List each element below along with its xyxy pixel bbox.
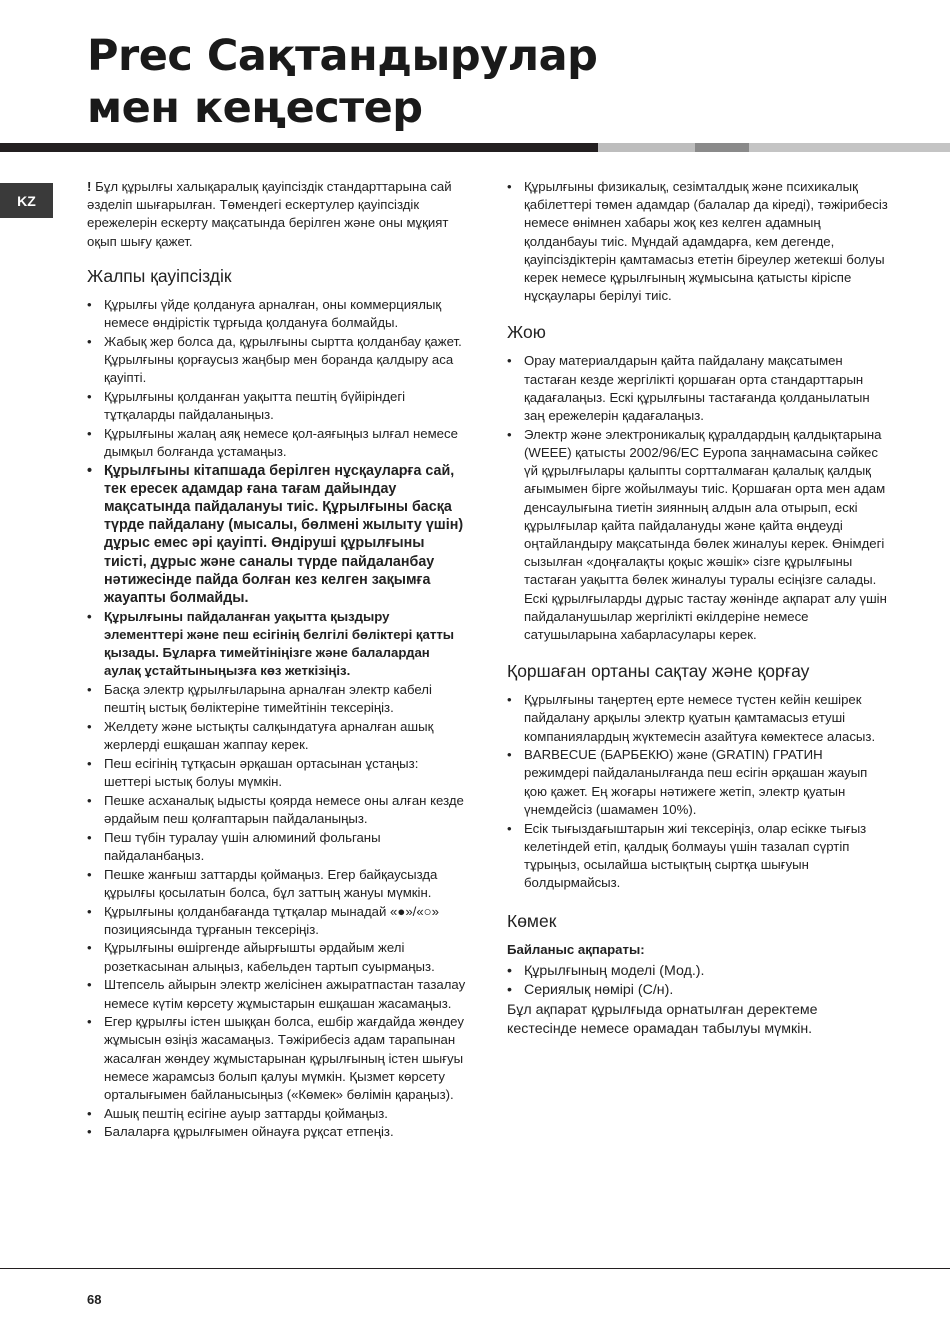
list-item: • Пеш түбін туралау үшін алюминий фольганы пайдаланбаңыз. <box>87 829 467 865</box>
list-item: • Егер құрылғы істен шыққан болса, ешбір жағдайда жөндеу жұмысын өзіңіз жасамаңыз. Тәжірибесіз адам тарапынан жасалған жөндеу жұмыстарынан құрылғының істен шығуы немесе жарамсыз болып қалуы мүмкін. Қызмет көрсету орталығымен байланысыңыз («Көмек» бөлімін қараңыз). <box>87 1013 467 1104</box>
list-item: • Құрылғыны таңертең ерте немесе түстен кейін кешірек пайдалану арқылы электр қуатын қамтамасыз етуші компаниялардың жүктемесін азайтуға көмектесе аласыз. <box>507 691 890 746</box>
list-item: • Пешке жанғыш заттарды қоймаңыз. Егер байқаусызда құрылғы қосылатын болса, бұл заттың жануы мүмкін. <box>87 866 467 902</box>
list-item: • Құрылғыны өшіргенде айырғышты әрдайым желі розеткасынан алыңыз, кабельден тартып суырмаңыз. <box>87 939 467 975</box>
list-item: • Электр және электроникалық құралдардың қалдықтарына (WEEE) қатысты 2002/96/EC Еуропа заңнамасына сәйкес үй құрылғылары қалыпты сортталмаған қалалық қалдық ағымымен бірге жойылмауы тиіс. Қоршаған орта мен адам денсаулығына тиетін зиянның алдын ала отырып, ескі құрылғылар қайта пайдалануды және қайта өңдеуді оңтайландыру мақсатында бөлек жиналуы керек. Өнімдегі сызылған «доңғалақты қоқыс жәшік» сізге құрылғыны тастаған уақытта бөлек жиналуы туралы есіңізге салады. Ескі құрылғыларды дұрыс тастау жөнінде ақпарат алу үшін пайдаланушылар жергілікті өкілдеріне немесе сатушыларына хабарласулары керек. <box>507 426 890 644</box>
general-safety-list <box>87 296 467 1142</box>
list-item: • BARBECUE (БАРБЕКЮ) және (GRATIN) ГРАТИН режимдері пайдаланылғанда пеш есігін әрқашан жауып қою қажет. Ең жоғары нәтижеге жетіп, электр қуатын үнемдейсіз (шамамен 10%). <box>507 746 890 819</box>
list-item: • Құрылғыны жалаң аяқ немесе қол-аяғыңыз ылғал немесе дымқыл болғанда ұстамаңыз. <box>87 425 467 461</box>
list-item: • Сериялық нөмірі (С/н). <box>507 981 890 1000</box>
page-title-line-1: Prec Сақтандырулар <box>87 31 598 81</box>
list-item: • Құрылғыны физикалық, сезімталдық және психикалық қабілеттері төмен адамдар (балалар да кіреді), тәжірибесіз немесе өнімнен хабары жоқ кез келген адамның қолданбауы тиіс. Мұндай адамдарға, кем дегенде, қауіпсіздіктерін қамтамасыз ететін біреулер жетекші болуы керек немесе құрылғының жұмысына қатысты кіріспе нұсқаулары берілуі тиіс. <box>507 178 890 305</box>
list-item: • Балаларға құрылғымен ойнауға рұқсат етпеңіз. <box>87 1123 467 1141</box>
page-title-line-2: мен кеңестер <box>87 83 423 133</box>
header-rule-dark <box>0 143 598 152</box>
left-column <box>87 178 467 1142</box>
contact-info-note: Бұл ақпарат құрылғыда орнатылған деректеме кестесінде немесе орамадан табылуы мүмкін. <box>507 1001 818 1037</box>
header-rule-gray <box>598 143 695 152</box>
list-item: • Құрылғының моделі (Мод.). <box>507 962 890 981</box>
contact-info-label: Байланыс ақпараты: <box>507 942 645 958</box>
list-item: • Құрылғыны пайдаланған уақытта қыздыру элементтері және пеш есігінің белгілі бөліктері қатты қызады. Бұларға тимейтініңізге және балалардан аулақ ұстайтыныңызға көз жеткізіңіз. <box>87 608 467 681</box>
page-number: 68 <box>87 1292 102 1307</box>
list-item: • Орау материалдарын қайта пайдалану мақсатымен тастаған кезде жергілікті қоршаған орта стандарттарын қадағалаңыз. Ескі құрылғыны тастағанда қолданылатын заң ережелерін қадағалаңыз. <box>507 352 890 425</box>
list-item: • Құрылғыны қолданған уақытта пештің бүйіріндегі тұтқаларды пайдаланыңыз. <box>87 388 467 424</box>
intro-text: Бұл құрылғы халықаралық қауіпсіздік стандарттарына сай әзделіп шығарылған. Төмендегі ескертулер қауіпсіздік ережелерін ескерту мақсатында берілген және оны мұқият оқып шығу қажет. <box>87 179 452 249</box>
list-item: • Ашық пештің есігіне ауыр заттарды қоймаңыз. <box>87 1105 467 1123</box>
warning-mark: ! <box>87 179 92 194</box>
contact-info-list <box>507 962 890 1001</box>
list-item: • Есік тығыздағыштарын жиі тексеріңіз, олар есікке тығыз келетіндей етіп, қалдық болмауы үшін тазалап сүртіп тұрыңыз, осылайша ыстықтың сыртқа шығуын болдырмайсыз. <box>507 820 890 893</box>
list-item: • Құрылғыны қолданбағанда тұтқалар мынадай «●»/«○» позициясында тұрғанын тексеріңіз. <box>87 903 467 939</box>
vulnerable-users-list <box>507 178 890 305</box>
environment-list <box>507 691 890 892</box>
section-heading-disposal: Жою <box>507 322 546 343</box>
footer-rule <box>0 1268 950 1269</box>
list-item: • Штепсель айырын электр желісінен ажыратпастан тазалау немесе күтім көрсету жұмыстарын ешқашан жасамаңыз. <box>87 976 467 1012</box>
list-item: • Құрылғы үйде қолдануға арналған, оны коммерциялық немесе өндірістік тұрғыда қолдануға болмайды. <box>87 296 467 332</box>
disposal-list <box>507 352 890 644</box>
list-item: • Жабық жер болса да, құрылғыны сыртта қолданбау қажет. Құрылғыны қорғаусыз жаңбыр мен боранда қалдыру аса қауіпті. <box>87 333 467 388</box>
language-tab: KZ <box>0 183 53 218</box>
page-title <box>87 30 787 134</box>
intro-paragraph <box>87 178 467 251</box>
list-item: • Құрылғыны кітапшада берілген нұсқауларға сай, тек ересек адамдар ғана тағам дайындау мақсатында пайдалануы тиіс. Құрылғыны басқа түрде пайдалану (мысалы, бөлмені жылыту үшін) дұрыс емес әрі қауіпті. Өндіруші құрылғыны тиісті, дұрыс және саналы түрде пайдаланбау нәтижесінде пайда болған кез келген зақымға жауапты болмайды. <box>87 462 467 608</box>
section-heading-environment: Қоршаған ортаны сақтау және қорғау <box>507 661 810 682</box>
list-item: • Пеш есігінің тұтқасын әрқашан ортасынан ұстаңыз: шеттері ыстық болуы мүмкін. <box>87 755 467 791</box>
header-rule-mid <box>695 143 749 152</box>
list-item: • Басқа электр құрылғыларына арналған электр кабелі пештің ыстық бөліктеріне тимейтінін тексеріңіз. <box>87 681 467 717</box>
list-item: • Желдету және ыстықты салқындатуға арналған ашық жерлерді ешқашан жаппау керек. <box>87 718 467 754</box>
section-heading-general-safety: Жалпы қауіпсіздік <box>87 265 232 286</box>
header-rule-light <box>749 143 950 152</box>
right-column <box>507 178 890 1039</box>
section-heading-help: Көмек <box>507 911 557 932</box>
list-item: • Пешке асханалық ыдысты қоярда немесе оны алған кезде әрдайым пеш қолғаптарын пайдаланыңыз. <box>87 792 467 828</box>
